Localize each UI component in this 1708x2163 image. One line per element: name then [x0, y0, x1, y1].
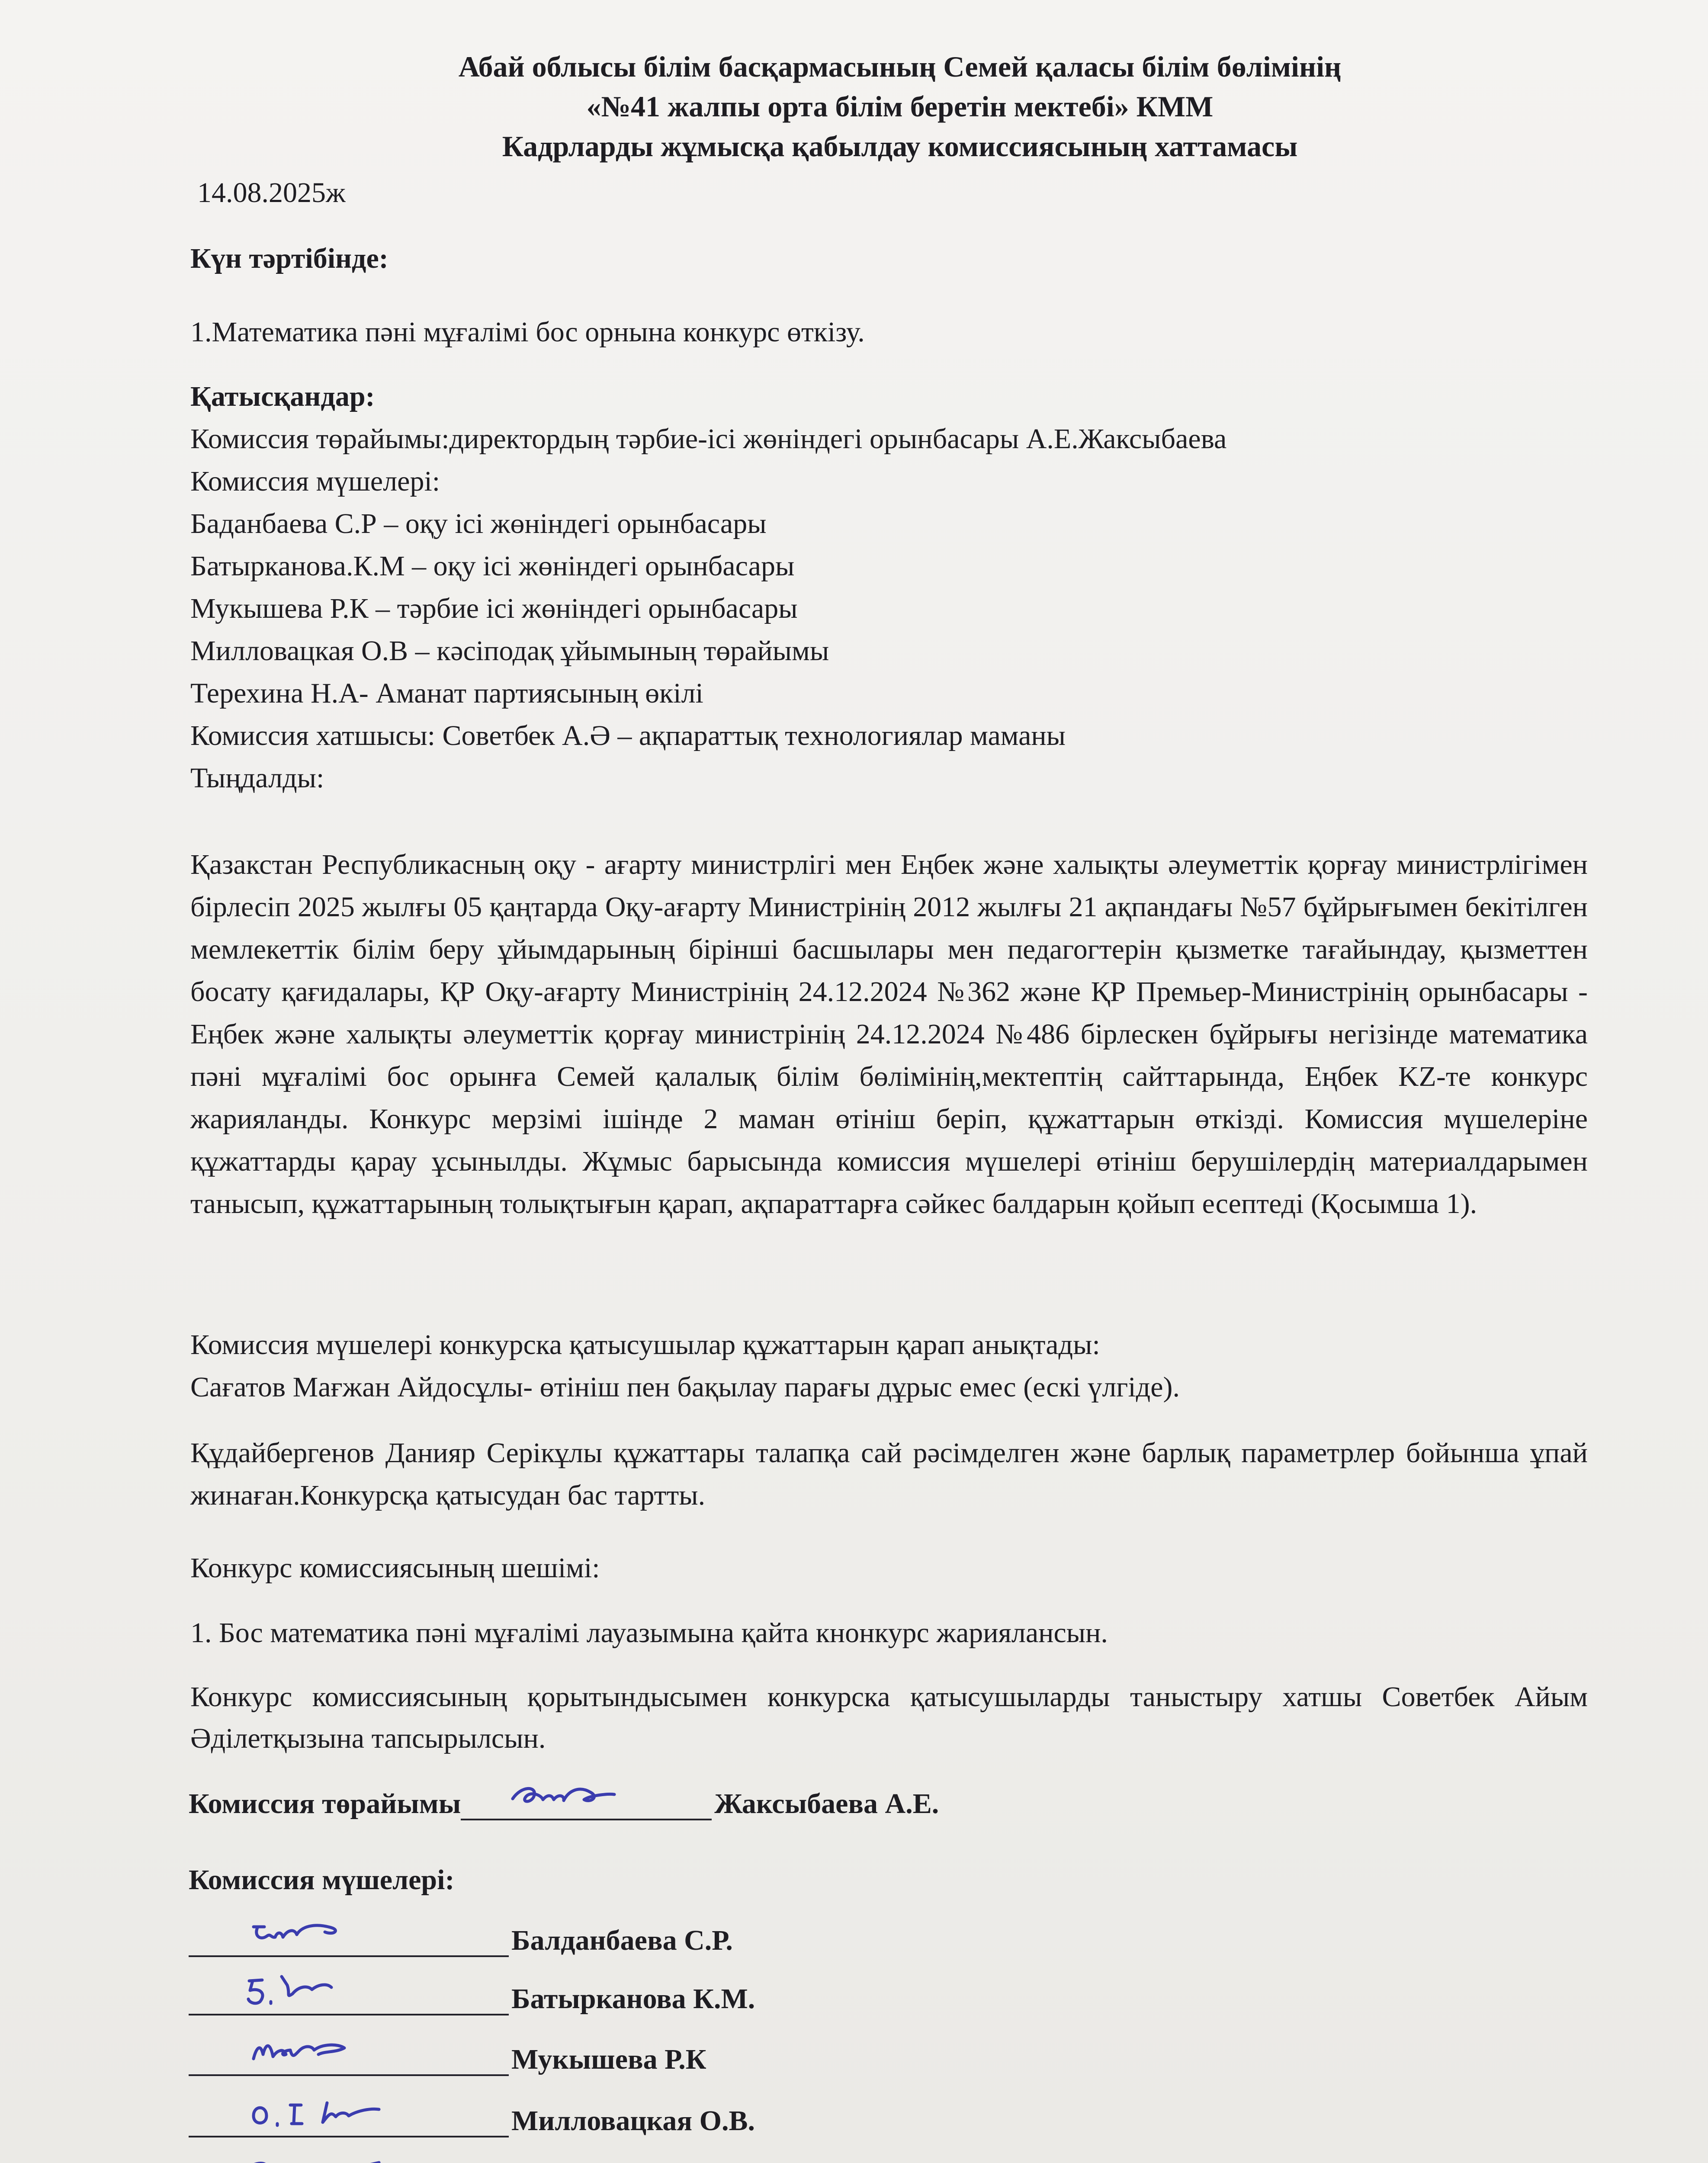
chair-signature-name: Жаксыбаева А.Е.	[714, 1788, 939, 1820]
member-signature-image	[189, 2145, 509, 2163]
member-line: Милловацкая О.В – кәсіподақ ұйымының төрайымы	[190, 635, 829, 667]
member-signature-row	[189, 1983, 755, 2015]
header-line-3: Кадрларды жұмысқа қабылдау комиссиясының хаттамасы	[502, 130, 1298, 163]
commission-secretary: Комиссия хатшысы: Советбек А.Ә – ақпараттық технологиялар маманы	[190, 720, 1066, 751]
candidate-2-paragraph: Құдайбергенов Данияр Серікұлы құжаттары талапқа сай рәсімделген және барлық параметрлер бойынша ұпай жинаған.Конкурсқа қатысудан бас тартты.	[190, 1437, 1588, 1511]
main-paragraph: Қазакстан Республикасның оқу - ағарту министрлігі мен Еңбек және халықты әлеуметтік қорғау министрлігімен бірлесіп 2025 жылғы 05 қаңтарда Оқу-ағарту Министрінің 2012 жылғы 21 ақпандағы №57 бұйрығымен бекітілген мемлекеттік білім беру ұйымдарының бірінші басшылары мен педагогтерін қызметке тағайындау, қызметтен босату қағидалары, ҚР Оқу-ағарту Министрінің 24.12.2024 №362 және ҚР Премьер-Министрінің орынбасары - Еңбек және халықты әлеуметтік қорғау министрінің 24.12.2024 №486 бірлескен бұйрығы негізінде математика пәні мұғалімі бос орынға Семей қалалық білім бөлімінің,мектептің сайттарында, Еңбек KZ-те конкурс жарияланды. Конкурс мерзімі ішінде 2 маман өтініш беріп, құжаттарын өткізді. Комиссия мүшелеріне құжаттарды қарау ұсынылды. Жұмыс барысында комиссия мүшелері өтініш берушілердің материалдарымен танысып, құжаттарының толықтығын қарап, ақпараттарға сәйкес балдарын қойып есептеді (Қосымша 1).	[190, 849, 1588, 1219]
member-signature-line	[189, 1983, 509, 2015]
agenda-heading: Күн тәртібінде:	[190, 243, 388, 274]
member-line: Мукышева Р.К – тәрбие ісі жөніндегі орынбасары	[190, 593, 798, 624]
member-signature-line	[189, 1925, 509, 1957]
member-signature-name: Мукышева Р.К	[511, 2044, 706, 2075]
chair-signature-line	[461, 1788, 712, 1820]
member-signature-image	[189, 1964, 509, 2011]
member-signature-name: Балданбаева С.Р.	[511, 1925, 733, 1956]
participants-section	[190, 375, 1588, 799]
members-signature-label-row	[189, 1864, 454, 1897]
review-line: Комиссия мүшелері конкурска қатысушылар құжаттарын қарап анықтады:	[190, 1329, 1100, 1361]
final-paragraph: Конкурс комиссиясының қорытындысымен конкурска қатысушыларды таныстыру хатшы Советбек Айым Әділетқызына тапсырылсын.	[190, 1681, 1588, 1754]
commission-chair: Комиссия төрайымы:директордың тәрбие-ісі жөніндегі орынбасары А.Е.Жаксыбаева	[190, 423, 1227, 455]
chair-signature-label: Комиссия төрайымы	[189, 1788, 461, 1820]
member-signature-name: Милловацкая О.В.	[511, 2105, 755, 2137]
member-signature-row	[189, 1924, 733, 1957]
chair-signature-row	[189, 1788, 939, 1820]
member-signature-row	[189, 2043, 706, 2076]
member-signature-image	[189, 2024, 509, 2072]
members-label: Комиссия мүшелері:	[190, 465, 440, 497]
candidate-1-line: Сағатов Мағжан Айдосұлы- өтініш пен бақылау парағы дұрыс емес (ескі үлгіде).	[190, 1371, 1180, 1403]
chair-signature-image	[461, 1768, 712, 1816]
agenda-item: 1.Математика пәні мұғалімі бос орнына конкурс өткізу.	[190, 316, 865, 348]
member-signature-row	[189, 2105, 755, 2137]
member-line: Терехина Н.А- Аманат партиясының өкілі	[190, 677, 703, 709]
header-line-2: «№41 жалпы орта білім беретін мектебі» КММ	[586, 90, 1214, 123]
member-signature-image	[189, 2086, 509, 2133]
member-signature-image	[189, 1905, 509, 1953]
agenda-section	[190, 237, 1588, 280]
member-line: Батырканова.К.М – оқу ісі жөніндегі орынбасары	[190, 550, 795, 582]
members-signature-label: Комиссия мүшелері:	[189, 1864, 455, 1896]
document-date: 14.08.2025ж	[197, 177, 346, 209]
decision-item: 1. Бос математика пәні мұғалімі лауазымына қайта кнонкурс жариялансын.	[190, 1617, 1108, 1649]
decision-heading: Конкурс комиссиясының шешімі:	[190, 1552, 600, 1584]
member-signature-line	[189, 2105, 509, 2137]
member-signature-name: Батырканова К.М.	[511, 1983, 755, 2015]
document-header	[190, 47, 1609, 166]
member-signature-line	[189, 2044, 509, 2076]
member-line: Баданбаева С.Р – оқу ісі жөніндегі орынбасары	[190, 508, 767, 539]
header-line-1: Абай облысы білім басқармасының Семей қаласы білім бөлімінің	[458, 50, 1342, 83]
heard-label: Тыңдалды:	[190, 762, 324, 794]
participants-heading: Қатысқандар:	[190, 381, 375, 412]
